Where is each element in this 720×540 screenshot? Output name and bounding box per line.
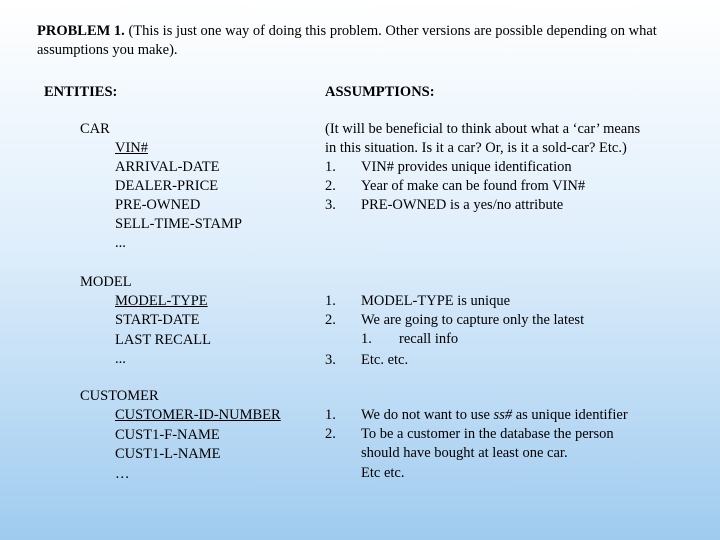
problem-text: (This is just one way of doing this problem. Other versions are possible depending on what assumptions you make). xyxy=(37,23,657,58)
car-attr-vin: VIN# xyxy=(115,140,149,156)
car-assumption-intro-2: in this situation. Is it a car? Or, is it a sold-car? Etc.) xyxy=(325,140,627,156)
model-assumption-3: Etc. etc. xyxy=(361,352,409,368)
customer-assumption-3: should have bought at least one car. xyxy=(361,445,568,461)
car-assumption-intro-1: (It will be beneficial to think about what a ‘car’ means xyxy=(325,121,641,137)
car-assumption-num-3: 3. xyxy=(325,197,336,213)
car-attr-sell-time-stamp: SELL-TIME-STAMP xyxy=(115,216,242,232)
car-assumption-num-1: 1. xyxy=(325,159,336,175)
model-assumption-sub: recall info xyxy=(399,331,459,347)
entity-model: MODEL xyxy=(80,274,132,290)
problem-label: PROBLEM 1. xyxy=(37,23,125,39)
model-attr-last-recall: LAST RECALL xyxy=(115,332,211,348)
problem-heading xyxy=(37,22,687,60)
model-assumption-1: MODEL-TYPE is unique xyxy=(361,293,511,309)
car-assumption-num-2: 2. xyxy=(325,178,336,194)
customer-assumption-1 xyxy=(361,407,628,424)
model-assumption-num-1: 1. xyxy=(325,293,336,309)
customer-attr-id-number: CUSTOMER-ID-NUMBER xyxy=(115,407,281,423)
customer-assumption-num-1: 1. xyxy=(325,407,336,423)
customer-assumption-2: To be a customer in the database the person xyxy=(361,426,614,442)
customer-assumption-4: Etc etc. xyxy=(361,465,405,481)
model-assumption-num-2: 2. xyxy=(325,312,336,328)
entity-customer: CUSTOMER xyxy=(80,388,159,404)
customer-attr-ellipsis: … xyxy=(115,466,130,482)
car-assumption-2: Year of make can be found from VIN# xyxy=(361,178,586,194)
customer-assumption-num-2: 2. xyxy=(325,426,336,442)
model-assumption-2: We are going to capture only the latest xyxy=(361,312,585,328)
model-attr-start-date: START-DATE xyxy=(115,312,200,328)
car-attr-dealer-price: DEALER-PRICE xyxy=(115,178,219,194)
customer-attr-l-name: CUST1-L-NAME xyxy=(115,446,221,462)
customer-assumption-1-em: ss# xyxy=(493,407,513,423)
entities-header: ENTITIES: xyxy=(44,84,118,100)
assumptions-header: ASSUMPTIONS: xyxy=(325,84,435,100)
customer-assumption-1-pre: We do not want to use xyxy=(361,407,494,423)
car-attr-pre-owned: PRE-OWNED xyxy=(115,197,201,213)
car-attr-arrival-date: ARRIVAL-DATE xyxy=(115,159,220,175)
car-assumption-1: VIN# provides unique identification xyxy=(361,159,572,175)
model-assumption-num-3: 3. xyxy=(325,352,336,368)
car-assumption-3: PRE-OWNED is a yes/no attribute xyxy=(361,197,564,213)
car-attr-ellipsis: ... xyxy=(115,235,126,251)
customer-assumption-1-post: as unique identifier xyxy=(512,407,628,423)
model-attr-model-type: MODEL-TYPE xyxy=(115,293,208,309)
customer-attr-f-name: CUST1-F-NAME xyxy=(115,427,220,443)
model-assumption-sub-num: 1. xyxy=(361,331,372,347)
entity-car: CAR xyxy=(80,121,110,137)
model-attr-ellipsis: ... xyxy=(115,351,126,367)
